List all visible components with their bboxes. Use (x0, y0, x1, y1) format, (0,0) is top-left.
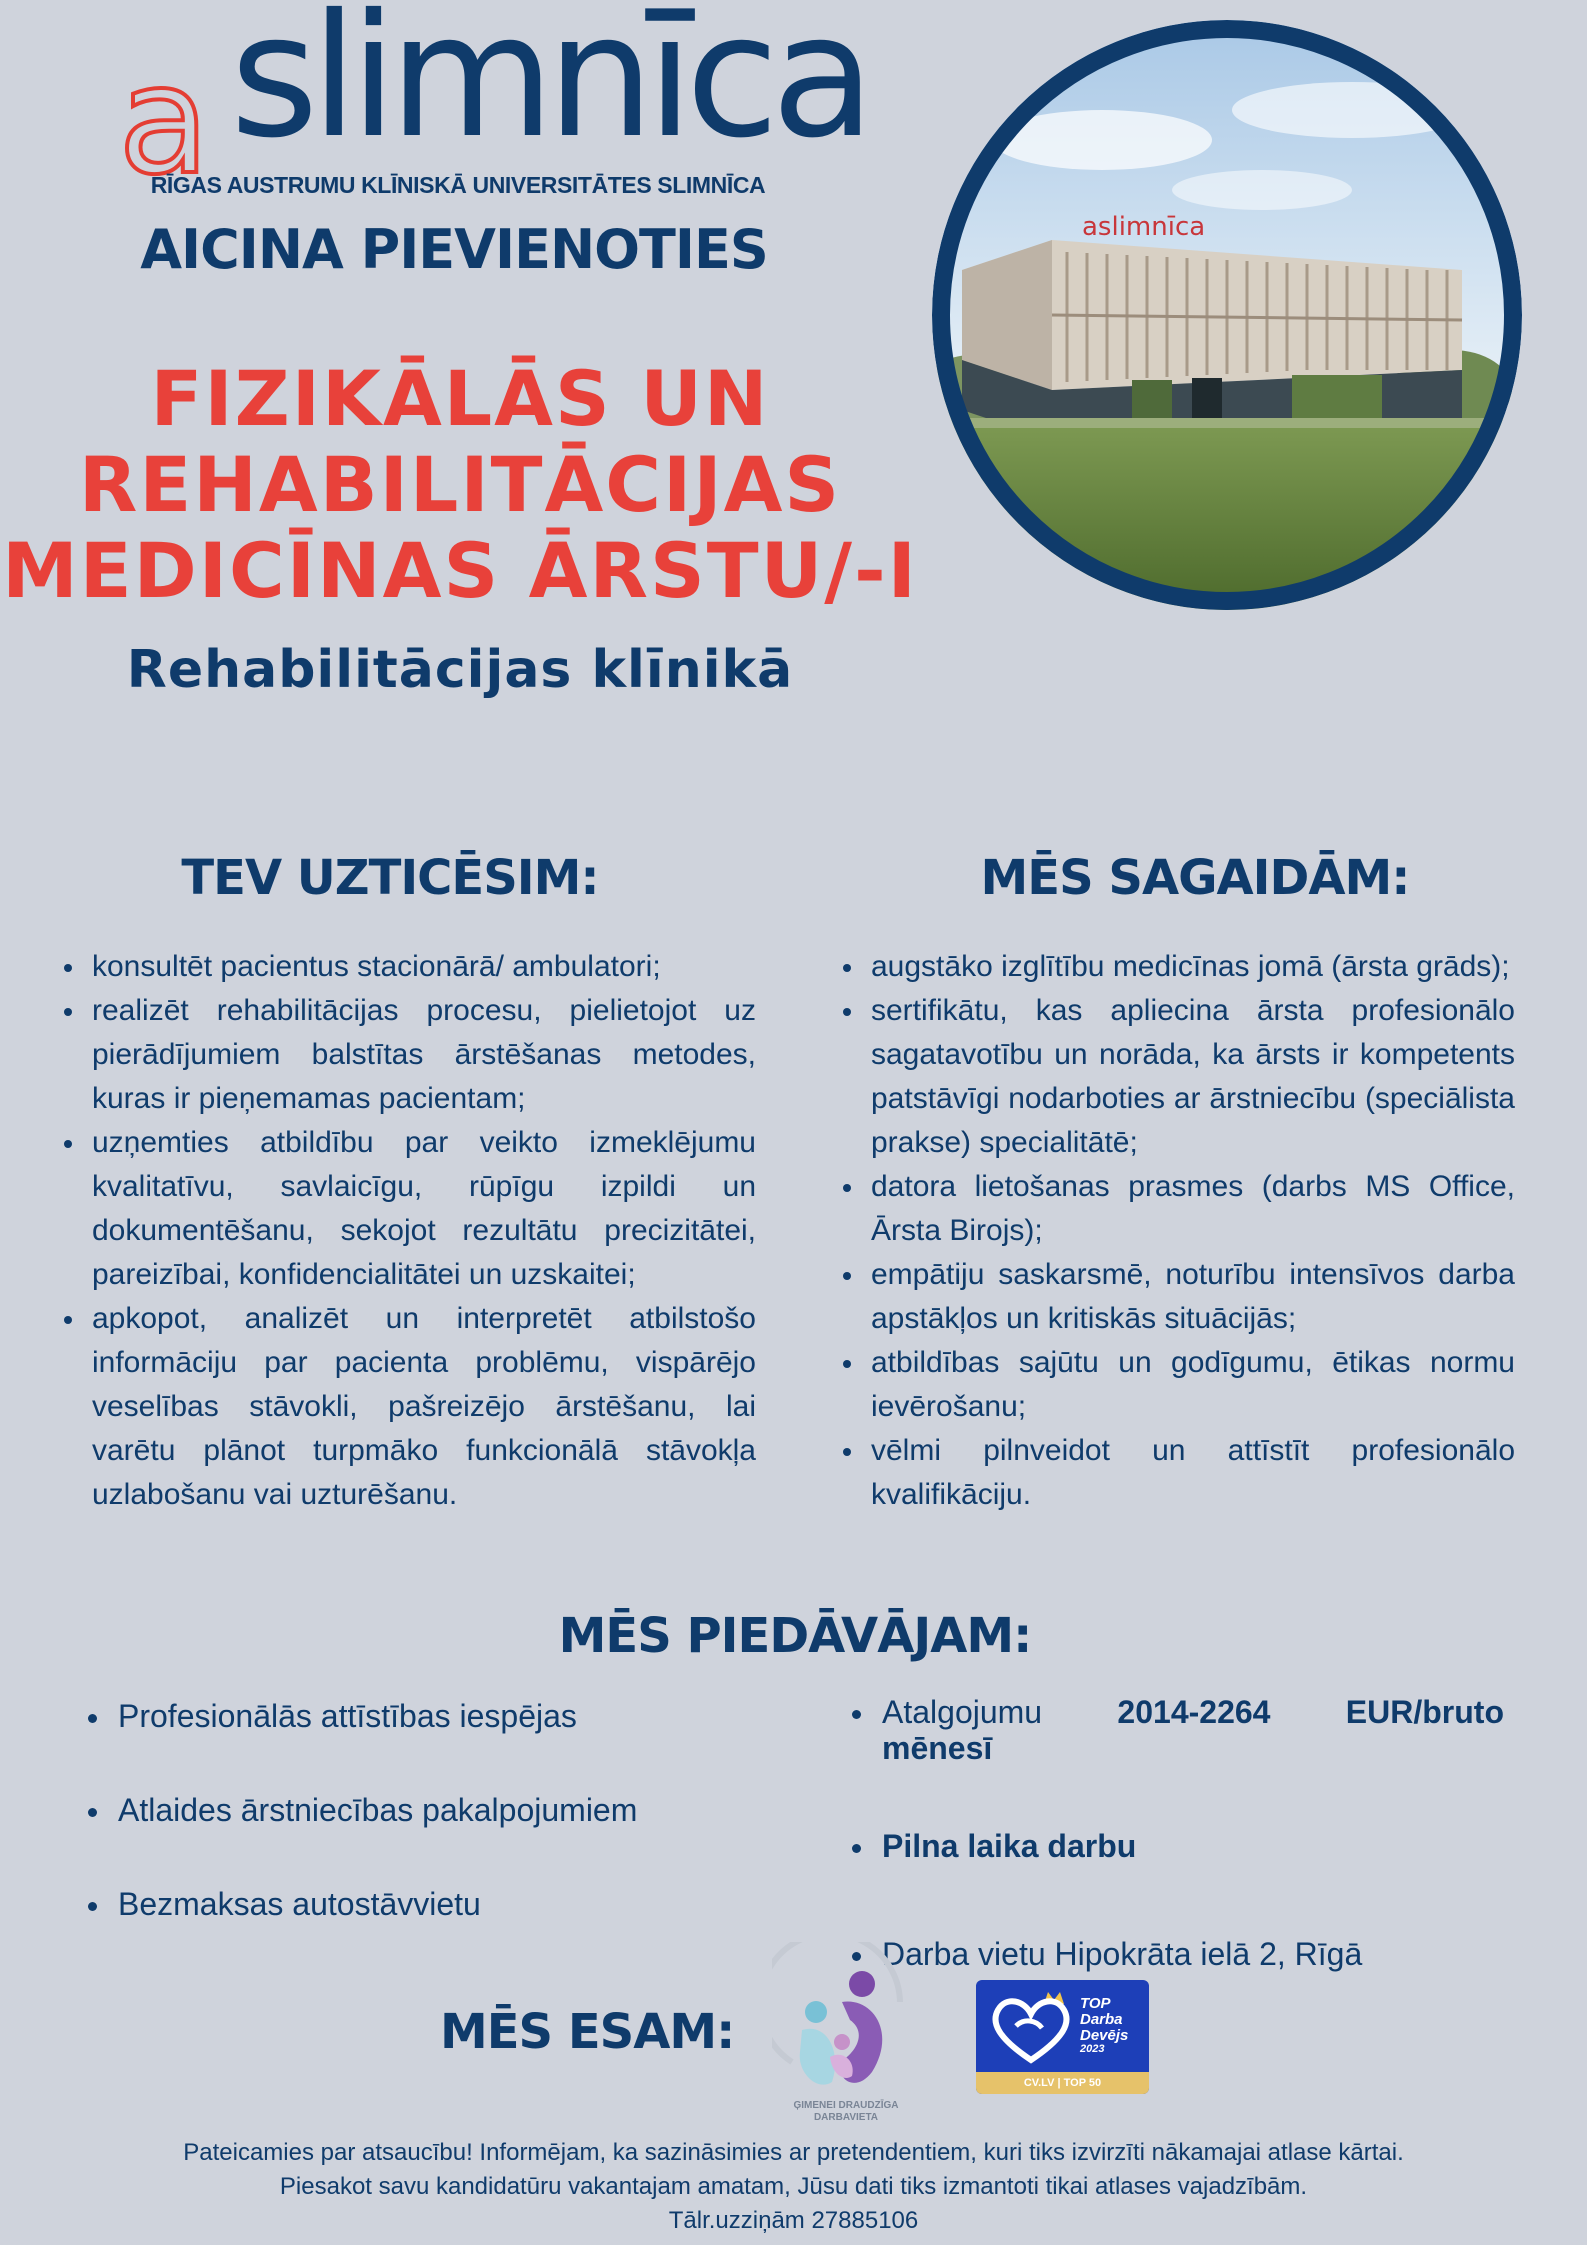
logo-wordmark: slimnīca (230, 0, 868, 176)
position-title-line: REHABILITĀCIJAS (78, 440, 842, 529)
building-photo (932, 20, 1522, 610)
family-logo-icon (772, 1942, 920, 2102)
badge-line-3: Devējs (1080, 2027, 1129, 2044)
salary-period: mēnesī (882, 1730, 993, 1766)
list-item: realizēt rehabilitācijas procesu, pielietojot uz pierādījumiem balstītas ārstēšanas metodes, kuras ir pieņemamas pacientam; (64, 989, 756, 1121)
offer-heading: MĒS PIEDĀVĀJAM: (558, 1608, 1032, 1664)
badge-line-1: TOP (1080, 1995, 1111, 2012)
logo-letter-a: a (118, 34, 206, 208)
salary-unit: EUR/bruto (1345, 1694, 1504, 1730)
trust-list (64, 945, 756, 1517)
offer-list-left (88, 1698, 768, 1980)
invite-heading: AICINA PIEVIENOTIES (140, 218, 768, 281)
position-title (0, 356, 920, 614)
list-item: sertifikātu, kas apliecina ārsta profesionālo sagatavotību un norāda, ka ārsts ir kompetents patstāvīgi nodarboties ar ārstniecību (speciālista prakse) specialitātē; (843, 989, 1515, 1165)
we-are-heading: MĒS ESAM: (440, 2004, 735, 2060)
clinic-name: Rehabilitācijas klīnikā (126, 640, 794, 700)
salary-item (852, 1694, 1504, 1766)
badge-year: 2023 (1080, 2043, 1105, 2055)
family-badge-caption: ĢIMENEI DRAUDZĪGA DARBAVIETA (793, 2100, 899, 2123)
badge-line-2: Darba (1080, 2011, 1123, 2028)
badge-footer: CV.LV | TOP 50 (976, 2072, 1149, 2094)
family-friendly-badge (772, 1942, 920, 2122)
position-title-line: MEDICĪNAS ĀRSTU/-I (2, 526, 918, 615)
list-item: Profesionālās attīstības iespējas (88, 1698, 768, 1734)
list-item: vēlmi pilnveidot un attīstīt profesionālo kvalifikāciju. (843, 1429, 1515, 1517)
salary-label: Atalgojumu (882, 1694, 1043, 1730)
salary-range: 2014-2264 (1117, 1694, 1271, 1730)
list-item: konsultēt pacientus stacionārā/ ambulatori; (64, 945, 756, 989)
trust-heading: TEV UZTICĒSIM: (181, 850, 599, 906)
list-item: augstāko izglītību medicīnas jomā (ārsta grāds); (843, 945, 1515, 989)
building-sign: aslimnīca (1082, 212, 1206, 242)
heart-crown-icon (986, 1988, 1076, 2068)
footer-phone: Tālr.uzziņām 27885106 (668, 2207, 919, 2234)
footer-line: Piesakot savu kandidatūru vakantajam amatam, Jūsu dati tiks izmantoti tikai atlases vajadzībām. (279, 2173, 1308, 2200)
list-item: empātiju saskarsmē, noturību intensīvos darba apstākļos un kritiskās situācijās; (843, 1253, 1515, 1341)
footer-note (0, 2136, 1587, 2238)
hospital-logo (118, 0, 868, 208)
position-title-line: FIZIKĀLĀS UN (150, 354, 770, 443)
list-item: datora lietošanas prasmes (darbs MS Office, Ārsta Birojs); (843, 1165, 1515, 1253)
footer-line: Pateicamies par atsaucību! Informējam, ka sazināsimies ar pretendentiem, kuri tiks izvirzīti nākamajai atlase kārtai. (183, 2139, 1404, 2166)
list-item: atbildības sajūtu un godīgumu, ētikas normu ievērošanu; (843, 1341, 1515, 1429)
expect-heading: MĒS SAGAIDĀM: (980, 850, 1410, 906)
expect-list (843, 945, 1515, 1517)
list-item: uzņemties atbildību par veikto izmeklējumu kvalitatīvu, savlaicīgu, rūpīgu izpildi un dokumentēšanu, sekojot rezultātu precizitātei, pareizībai, konfidencialitātei un uzskaitei; (64, 1121, 756, 1297)
list-item: apkopot, analizēt un interpretēt atbilstošo informāciju par pacienta problēmu, vispārējo veselības stāvokli, pašreizējo ārstēšanu, lai varētu plānot turpmāko funkcionālā stāvokļa uzlabošanu vai uzturēšanu. (64, 1297, 756, 1517)
offer-list-right (852, 1694, 1504, 1972)
list-item: Bezmaksas autostāvvietu (88, 1886, 768, 1922)
location-item: Darba vietu Hipokrāta ielā 2, Rīgā (852, 1936, 1504, 1972)
top-employer-badge (976, 1980, 1149, 2094)
list-item: Atlaides ārstniecības pakalpojumiem (88, 1792, 768, 1828)
logo-subtitle: RĪGAS AUSTRUMU KLĪNISKĀ UNIVERSITĀTES SLIMNĪCA (150, 172, 766, 198)
full-time-item: Pilna laika darbu (852, 1828, 1504, 1864)
